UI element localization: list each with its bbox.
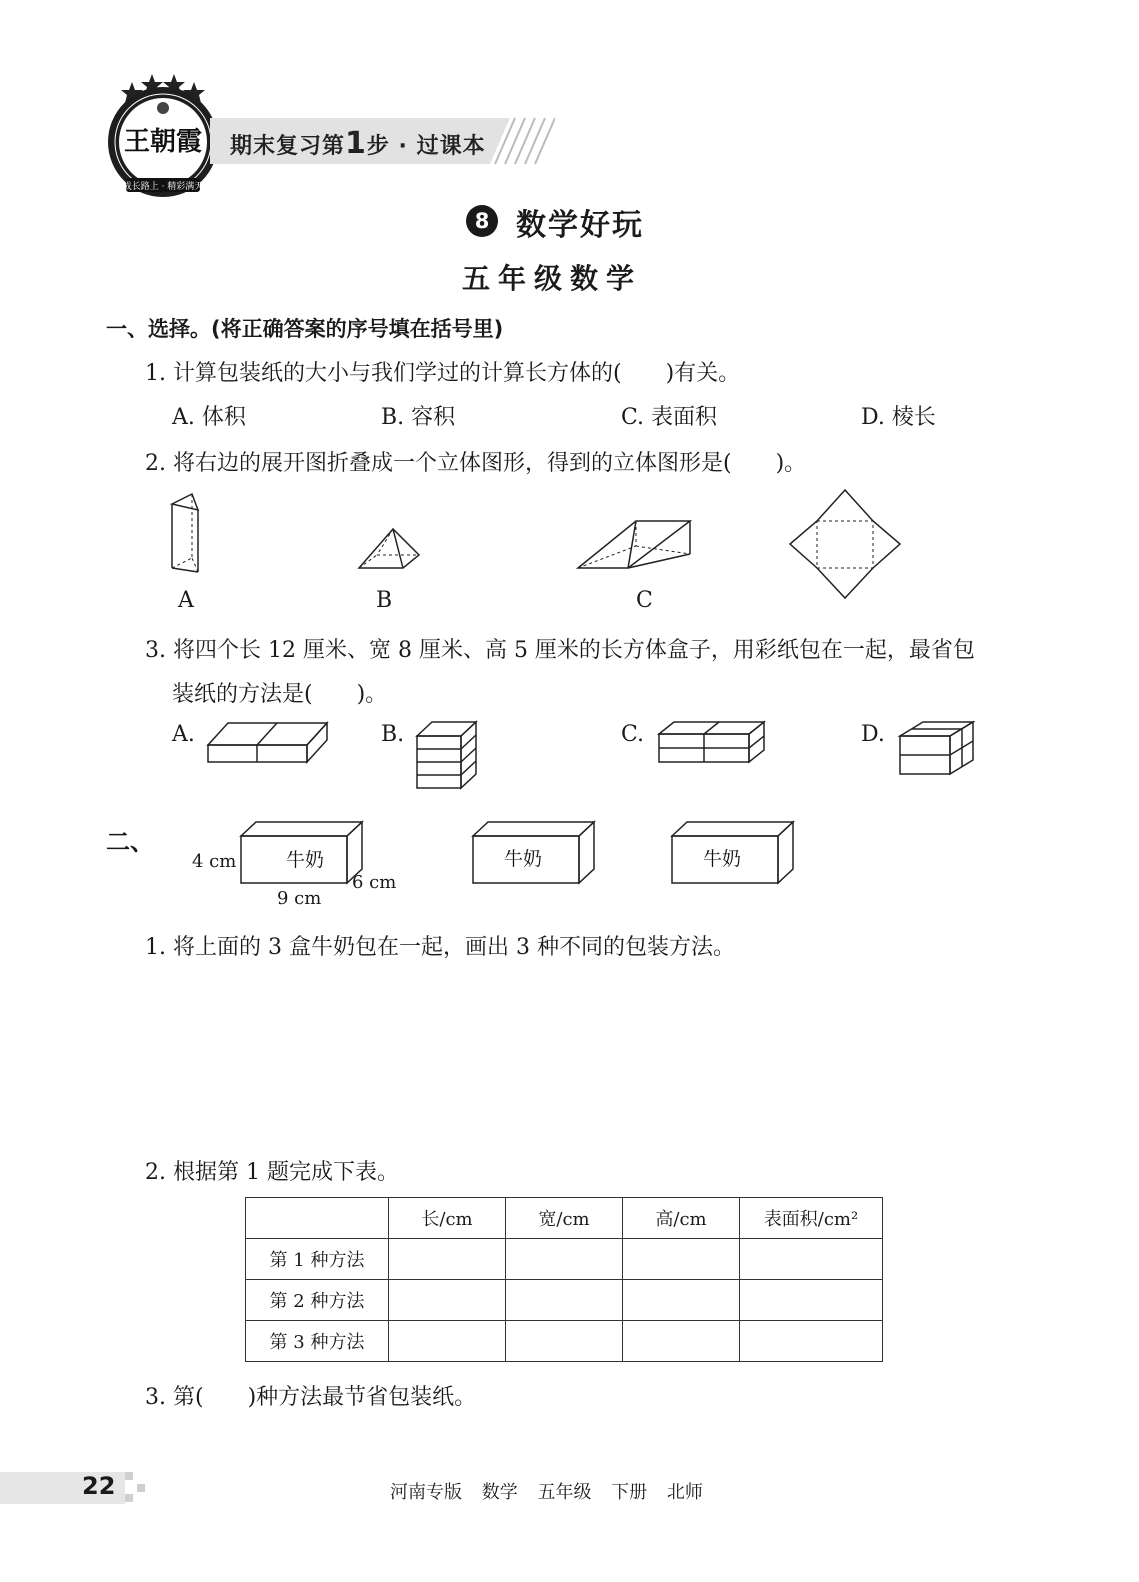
q1-option-b: B. 容积	[381, 405, 456, 430]
logo-ring-text: 成长路上 · 精彩满天	[122, 182, 204, 192]
q1-option-d: D. 棱长	[861, 405, 936, 430]
q2-label-a: A	[178, 588, 194, 613]
table-cell[interactable]	[623, 1239, 740, 1280]
page-number: 22	[82, 1472, 116, 1500]
unit-title: 数学好玩	[516, 208, 644, 243]
s2-q3-text: 3. 第( )种方法最节省包装纸。	[145, 1385, 477, 1410]
table-cell[interactable]	[506, 1321, 623, 1362]
table-cell[interactable]	[389, 1321, 506, 1362]
table-row	[246, 1321, 883, 1362]
q1-text: 1. 计算包装纸的大小与我们学过的计算长方体的( )有关。	[145, 361, 741, 386]
q3-label-b: B.	[381, 722, 405, 747]
section1-heading: 一、选择。(将正确答案的序号填在括号里)	[106, 317, 504, 341]
table-row-label: 第 1 种方法	[246, 1239, 389, 1280]
dim-width: 6 cm	[352, 872, 397, 893]
milk-box-1-figure	[238, 818, 368, 886]
table-cell[interactable]	[623, 1280, 740, 1321]
table-row-label: 第 2 种方法	[246, 1280, 389, 1321]
table-header-row	[246, 1198, 883, 1239]
q3-text-line1: 3. 将四个长 12 厘米、宽 8 厘米、高 5 厘米的长方体盒子，用彩纸包在一起，最省包	[145, 638, 975, 663]
stack-option-c-figure	[656, 718, 768, 766]
section2-heading: 二、	[106, 828, 154, 856]
q1-option-c: C. 表面积	[621, 405, 718, 430]
table-cell[interactable]	[623, 1321, 740, 1362]
table-header-cell: 高/cm	[623, 1198, 740, 1239]
table-cell[interactable]	[740, 1280, 883, 1321]
footer-text: 河南专版 数学 五年级 下册 北师	[390, 1482, 703, 1503]
unit-number-badge: 8	[466, 205, 498, 237]
q2-label-b: B	[376, 588, 393, 613]
table-row	[246, 1280, 883, 1321]
milk-box-2-label: 牛奶	[504, 848, 543, 870]
table-cell[interactable]	[389, 1239, 506, 1280]
stack-option-d-figure	[897, 718, 977, 778]
logo-text: 王朝霞	[123, 127, 203, 157]
table-cell[interactable]	[740, 1239, 883, 1280]
table-header-cell	[246, 1198, 389, 1239]
table-cell[interactable]	[506, 1280, 623, 1321]
q3-label-d: D.	[861, 722, 885, 747]
table-cell[interactable]	[389, 1280, 506, 1321]
table-cell[interactable]	[506, 1239, 623, 1280]
q3-label-c: C.	[621, 722, 645, 747]
subtitle: 五年级数学	[462, 262, 643, 295]
banner-step: 1	[345, 126, 367, 161]
q1-option-a: A. 体积	[172, 405, 246, 430]
q2-text: 2. 将右边的展开图折叠成一个立体图形，得到的立体图形是( )。	[145, 451, 807, 476]
stack-option-a-figure	[205, 718, 331, 766]
q3-text-line2: 装纸的方法是( )。	[172, 682, 388, 707]
pyramid-net-figure	[788, 488, 903, 600]
publisher-logo	[104, 70, 222, 200]
table-cell[interactable]	[740, 1321, 883, 1362]
banner-title	[230, 126, 486, 161]
footer-pixel-decoration	[125, 1472, 151, 1504]
table-header-cell: 宽/cm	[506, 1198, 623, 1239]
dim-length: 9 cm	[277, 888, 322, 909]
lying-prism-figure	[570, 516, 700, 576]
table-header-cell: 表面积/cm²	[740, 1198, 883, 1239]
triangular-prism-figure	[160, 490, 210, 580]
table-row-label: 第 3 种方法	[246, 1321, 389, 1362]
milk-box-2-figure	[470, 818, 600, 886]
banner-suffix: 步 · 过课本	[366, 134, 486, 159]
q3-label-a: A.	[172, 722, 195, 747]
table-row	[246, 1239, 883, 1280]
milk-box-3-label: 牛奶	[703, 848, 742, 870]
surface-area-table	[245, 1197, 883, 1362]
table-header-cell: 长/cm	[389, 1198, 506, 1239]
dim-height: 4 cm	[192, 851, 237, 872]
pyramid-figure	[355, 525, 425, 575]
q2-label-c: C	[636, 588, 653, 613]
milk-box-1-label: 牛奶	[286, 849, 325, 871]
s2-q1-text: 1. 将上面的 3 盒牛奶包在一起，画出 3 种不同的包装方法。	[145, 935, 735, 960]
stack-option-b-figure	[414, 718, 480, 792]
s2-q2-text: 2. 根据第 1 题完成下表。	[145, 1160, 399, 1185]
milk-box-3-figure	[669, 818, 799, 886]
banner-prefix: 期末复习第	[230, 134, 346, 159]
